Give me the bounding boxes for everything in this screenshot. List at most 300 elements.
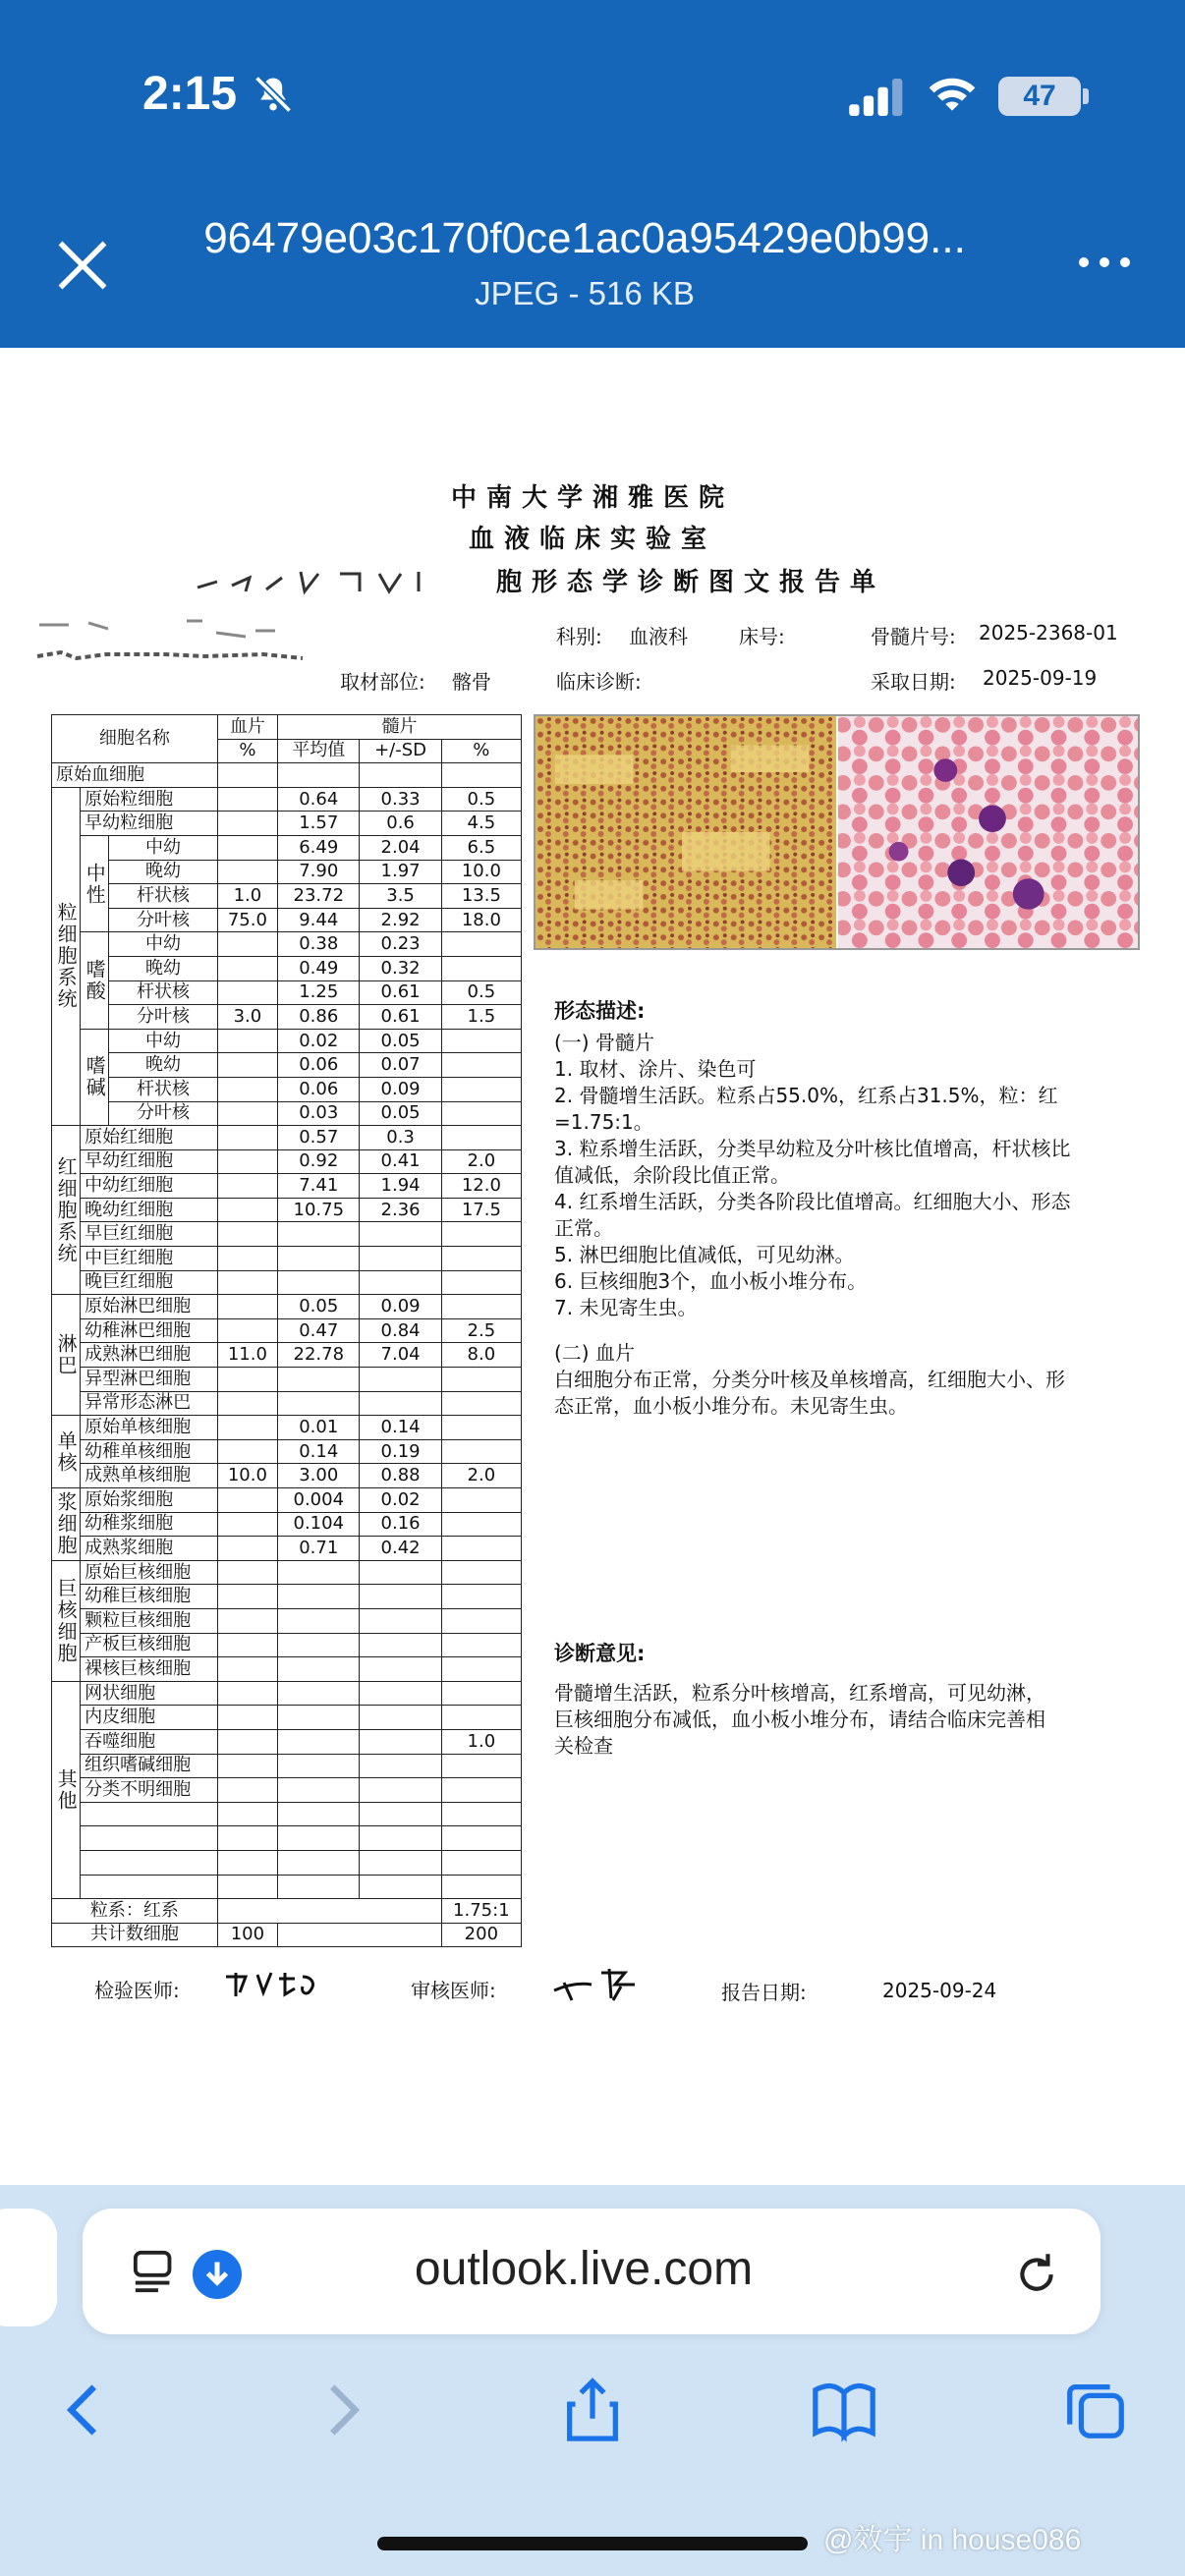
cell-name: 中幼 <box>109 835 217 860</box>
cell-blood: 75.0 <box>217 908 277 932</box>
cell-sd: 0.61 <box>360 980 441 1005</box>
cell-pct: 1.5 <box>441 1005 521 1030</box>
cell-mean <box>278 1754 360 1778</box>
cell-mean: 7.90 <box>278 860 360 884</box>
cell-sd <box>360 1270 441 1295</box>
cell-blood <box>217 1802 277 1826</box>
table-row <box>52 1343 522 1368</box>
cell-pct <box>441 1657 521 1682</box>
cell-name: 内皮细胞 <box>81 1706 218 1730</box>
cell-count-table <box>51 714 522 1947</box>
cell-sd <box>360 1729 441 1754</box>
table-row <box>52 787 522 812</box>
text-line: 态正常，血小板小堆分布。未见寄生虫。 <box>554 1394 908 1418</box>
table-row <box>52 1633 522 1657</box>
cell-mean <box>278 1222 360 1247</box>
cell-name: 分叶核 <box>109 908 217 932</box>
cell-name: 早巨红细胞 <box>81 1222 218 1247</box>
cell-sd <box>360 1826 441 1851</box>
cell-mean: 1.57 <box>278 812 360 836</box>
cell-mean <box>278 1560 360 1585</box>
group-label: 浆细胞 <box>52 1488 81 1561</box>
file-name: 96479e03c170f0ce1ac0a95429e0b99... <box>203 214 966 262</box>
table-row <box>52 908 522 932</box>
subgroup-label: 嗜酸 <box>81 932 109 1029</box>
blood-subtitle: (二) 血片 <box>554 1341 635 1365</box>
table-row <box>52 1247 522 1271</box>
ratio-row <box>52 1899 522 1924</box>
reload-icon[interactable] <box>1012 2248 1061 2297</box>
cell-blood <box>217 1754 277 1778</box>
cell-mean: 0.57 <box>278 1126 360 1150</box>
table-row <box>52 1706 522 1730</box>
cell-sd: 0.23 <box>360 932 441 957</box>
cell-name: 组织嗜碱细胞 <box>81 1754 218 1778</box>
cell-sd <box>360 1778 441 1803</box>
report-date-value: 2025-09-24 <box>882 1979 997 2002</box>
ratio-blank <box>217 1899 441 1924</box>
cell-mean: 22.78 <box>278 1343 360 1368</box>
cell-mean: 0.01 <box>278 1416 360 1440</box>
cell-name: 晚巨红细胞 <box>81 1270 218 1295</box>
col-marrow-pct: % <box>441 739 521 763</box>
col-cell-name: 细胞名称 <box>52 715 218 763</box>
cell-name: 中幼红细胞 <box>81 1174 218 1199</box>
cell-blood <box>217 1368 277 1392</box>
cell-pct: 8.0 <box>441 1343 521 1368</box>
text-line: 7. 未见寄生虫。 <box>554 1296 698 1319</box>
exam-doctor-label: 检验医师: <box>94 1979 180 2002</box>
cell-mean: 7.41 <box>278 1174 360 1199</box>
home-indicator[interactable] <box>377 2537 808 2550</box>
table-row <box>52 1512 522 1537</box>
cell-pct: 18.0 <box>441 908 521 932</box>
cell-blood <box>217 1247 277 1271</box>
cell-blood <box>217 1560 277 1585</box>
cell-pct <box>441 1706 521 1730</box>
cell-pct <box>441 1029 521 1053</box>
cell-sd: 0.88 <box>360 1464 441 1488</box>
table-row <box>52 1101 522 1126</box>
cell-blood <box>217 1198 277 1222</box>
cell-mean: 0.92 <box>278 1149 360 1174</box>
cell-blood <box>217 956 277 980</box>
file-meta: JPEG - 516 KB <box>475 275 695 311</box>
table-row <box>52 1077 522 1101</box>
cell-name: 原始粒细胞 <box>81 787 218 812</box>
cell-pct <box>441 1101 521 1126</box>
table-row <box>52 1729 522 1754</box>
cell-sd: 0.05 <box>360 1029 441 1053</box>
text-line: 1. 取材、涂片、染色可 <box>554 1057 757 1081</box>
cell-sd: 0.09 <box>360 1295 441 1319</box>
cell-mean: 10.75 <box>278 1198 360 1222</box>
table-row <box>52 1464 522 1488</box>
cell-name: 晚幼 <box>109 860 217 884</box>
cell-name: 幼稚巨核细胞 <box>81 1585 218 1609</box>
cell-pct <box>441 932 521 957</box>
cell-pct <box>441 1585 521 1609</box>
cell-name: 晚幼 <box>109 956 217 980</box>
cell-mean <box>278 1778 360 1803</box>
cell-sd <box>360 1850 441 1875</box>
cell-name: 原始单核细胞 <box>81 1416 218 1440</box>
cell-blood <box>217 1657 277 1682</box>
cell-pct <box>441 1247 521 1271</box>
cell-mean: 0.004 <box>278 1488 360 1513</box>
cell-blood <box>217 1585 277 1609</box>
cell-sd: 1.97 <box>360 860 441 884</box>
cell-mean: 0.86 <box>278 1005 360 1030</box>
cell-sd: 0.6 <box>360 812 441 836</box>
table-row <box>52 1222 522 1247</box>
subgroup-label: 中性 <box>81 835 109 931</box>
cell-pct: 2.0 <box>441 1464 521 1488</box>
cell-sd <box>360 1657 441 1682</box>
cell-blood <box>217 1512 277 1537</box>
table-row <box>52 1149 522 1174</box>
cell-pct <box>441 1826 521 1851</box>
cell-sd <box>360 1585 441 1609</box>
cell-pct <box>441 1850 521 1875</box>
cell-mean <box>278 1247 360 1271</box>
cell-blood <box>217 1174 277 1199</box>
report-date-label: 报告日期: <box>721 1981 807 2004</box>
cell-blood <box>217 1729 277 1754</box>
cell-name: 网状细胞 <box>81 1681 218 1706</box>
cellular-signal-icon <box>847 79 906 116</box>
cell-mean: 0.47 <box>278 1318 360 1343</box>
table-row <box>52 1537 522 1561</box>
back-icon[interactable] <box>51 2376 120 2444</box>
dept-value: 血液科 <box>629 625 688 648</box>
cell-sd <box>360 1681 441 1706</box>
lab-name: 血液临床实验室 <box>468 525 716 554</box>
cell-pct <box>441 1368 521 1392</box>
cell-name: 中巨红细胞 <box>81 1247 218 1271</box>
tabs-icon[interactable] <box>1061 2376 1130 2444</box>
cell-blood <box>217 1053 277 1078</box>
cell-mean <box>278 1608 360 1633</box>
cell-blood <box>217 787 277 812</box>
cell-sd: 0.05 <box>360 1101 441 1126</box>
cell-pct <box>441 1778 521 1803</box>
cell-pct <box>441 1875 521 1899</box>
cell-mean: 0.71 <box>278 1537 360 1561</box>
cell-name: 成熟单核细胞 <box>81 1464 218 1488</box>
cell-name: 分叶核 <box>109 1101 217 1126</box>
cell-pct: 6.5 <box>441 835 521 860</box>
cell-mean <box>278 1681 360 1706</box>
cell-sd <box>360 1222 441 1247</box>
cell-mean: 0.104 <box>278 1512 360 1537</box>
cell-pct: 17.5 <box>441 1198 521 1222</box>
more-options-icon[interactable] <box>1075 248 1134 277</box>
cell-blood <box>217 1270 277 1295</box>
cell-pct <box>441 1222 521 1247</box>
cell-name: 幼稚浆细胞 <box>81 1512 218 1537</box>
table-header-row <box>52 715 522 740</box>
table-row <box>52 860 522 884</box>
film-no-label: 骨髓片号: <box>871 625 956 648</box>
viewer-header <box>0 0 1185 348</box>
cell-blood <box>217 1706 277 1730</box>
cell-mean: 0.06 <box>278 1077 360 1101</box>
cell-blood <box>217 1295 277 1319</box>
cell-blood <box>217 1149 277 1174</box>
cell-name: 原始淋巴细胞 <box>81 1295 218 1319</box>
text-line: 6. 巨核细胞3个，血小板小堆分布。 <box>554 1269 868 1293</box>
cell-mean <box>278 1391 360 1416</box>
cell-sd: 0.42 <box>360 1537 441 1561</box>
table-row <box>52 1391 522 1416</box>
col-blood: 血片 <box>217 715 277 740</box>
cell-pct <box>441 1802 521 1826</box>
cell-sd: 0.19 <box>360 1439 441 1464</box>
cell-mean: 0.38 <box>278 932 360 957</box>
cell-name: 晚幼红细胞 <box>81 1198 218 1222</box>
col-marrow: 髓片 <box>278 715 522 740</box>
cell-pct: 4.5 <box>441 812 521 836</box>
report-title: 胞形态学诊断图文报告单 <box>495 568 885 597</box>
table-row <box>52 1850 522 1875</box>
total-row <box>52 1923 522 1947</box>
close-icon[interactable] <box>53 236 112 295</box>
cell-mean <box>278 1706 360 1730</box>
cell-blood <box>217 1391 277 1416</box>
cell-name <box>81 1802 218 1826</box>
table-row <box>52 835 522 860</box>
cell-blood <box>217 1850 277 1875</box>
cell-blood: 1.0 <box>217 884 277 909</box>
cell-sd: 0.61 <box>360 1005 441 1030</box>
cell-mean <box>278 1850 360 1875</box>
cell-mean <box>278 1270 360 1295</box>
previous-tab-preview[interactable] <box>0 2209 57 2326</box>
total-blank <box>278 1923 442 1947</box>
cell-sd: 3.5 <box>360 884 441 909</box>
cell-pct <box>441 1537 521 1561</box>
cell-blood <box>217 1608 277 1633</box>
cell-mean <box>278 1657 360 1682</box>
text-line: 正常。 <box>554 1216 613 1240</box>
total-label: 共计数细胞 <box>52 1923 218 1947</box>
group-label: 红细胞系统 <box>52 1126 81 1295</box>
cell-mean: 9.44 <box>278 908 360 932</box>
cell-name: 杆状核 <box>109 884 217 909</box>
morphology-title: 形态描述: <box>554 999 646 1023</box>
cell-name: 产板巨核细胞 <box>81 1633 218 1657</box>
cell-sd: 7.04 <box>360 1343 441 1368</box>
bed-label: 床号: <box>739 625 785 648</box>
cell-sd: 2.92 <box>360 908 441 932</box>
cell-sd <box>360 1368 441 1392</box>
collect-date-label: 采取日期: <box>871 670 956 694</box>
cell-name: 颗粒巨核细胞 <box>81 1608 218 1633</box>
table-row <box>52 1439 522 1464</box>
cell-sd: 0.16 <box>360 1512 441 1537</box>
report-document <box>0 348 1185 2185</box>
cell-mean: 0.06 <box>278 1053 360 1078</box>
cell-blood <box>217 812 277 836</box>
share-icon[interactable] <box>558 2376 627 2444</box>
cell-blood <box>217 835 277 860</box>
group-label: 巨核细胞 <box>52 1560 81 1681</box>
table-row <box>52 932 522 957</box>
wifi-icon <box>928 73 977 116</box>
cell-blood <box>217 1488 277 1513</box>
text-line: 2. 骨髓增生活跃。粒系占55.0%，红系占31.5%，粒：红 <box>554 1084 1058 1107</box>
table-row <box>52 1608 522 1633</box>
cell-sd <box>360 1754 441 1778</box>
hospital-name: 中南大学湘雅医院 <box>450 483 734 513</box>
cell-sd: 0.02 <box>360 1488 441 1513</box>
cell-blood <box>217 1537 277 1561</box>
exam-doctor-signature <box>222 1967 324 2000</box>
cell-blood <box>217 763 277 788</box>
cell-blood <box>217 860 277 884</box>
cell-sd: 0.14 <box>360 1416 441 1440</box>
cell-mean: 0.14 <box>278 1439 360 1464</box>
cell-name <box>81 1826 218 1851</box>
cell-blood: 3.0 <box>217 1005 277 1030</box>
table-row <box>52 1585 522 1609</box>
cell-name: 早幼粒细胞 <box>81 812 218 836</box>
cell-sd: 0.3 <box>360 1126 441 1150</box>
table-row <box>52 1005 522 1030</box>
cell-pct: 0.5 <box>441 980 521 1005</box>
table-row <box>52 1778 522 1803</box>
battery-cap <box>1083 88 1089 104</box>
cell-sd: 2.36 <box>360 1198 441 1222</box>
dept-label: 科别: <box>556 625 602 648</box>
cell-blood <box>217 1077 277 1101</box>
cell-blood <box>217 1439 277 1464</box>
cell-sd <box>360 1633 441 1657</box>
cell-name: 杆状核 <box>109 1077 217 1101</box>
site-label: 取材部位: <box>340 670 425 694</box>
site-value: 髂骨 <box>452 670 491 694</box>
text-line: 骨髓增生活跃，粒系分叶核增高，红系增高，可见幼淋， <box>554 1681 1045 1705</box>
diagnosis-label: 临床诊断: <box>556 670 642 694</box>
cell-sd: 0.41 <box>360 1149 441 1174</box>
cell-pct <box>441 1391 521 1416</box>
group-label: 淋巴 <box>52 1295 81 1416</box>
cell-name: 原始血细胞 <box>52 763 218 788</box>
cell-mean <box>278 763 360 788</box>
cell-mean: 0.02 <box>278 1029 360 1053</box>
cell-sd: 2.04 <box>360 835 441 860</box>
blood-description <box>554 1367 1104 1420</box>
cell-pct <box>441 1633 521 1657</box>
table-row <box>52 1416 522 1440</box>
cell-name: 成熟淋巴细胞 <box>81 1343 218 1368</box>
cell-mean: 6.49 <box>278 835 360 860</box>
cell-mean <box>278 1633 360 1657</box>
download-icon[interactable] <box>193 2250 242 2299</box>
total-blood: 100 <box>217 1923 277 1947</box>
cell-sd: 0.33 <box>360 787 441 812</box>
cell-mean: 3.00 <box>278 1464 360 1488</box>
cell-blood <box>217 1416 277 1440</box>
cell-mean: 0.49 <box>278 956 360 980</box>
cell-blood <box>217 1826 277 1851</box>
cell-pct <box>441 1560 521 1585</box>
cell-name: 杆状核 <box>109 980 217 1005</box>
ratio-value: 1.75:1 <box>441 1899 521 1924</box>
table-row <box>52 1174 522 1199</box>
table-row <box>52 1295 522 1319</box>
cell-mean <box>278 1729 360 1754</box>
url-text[interactable]: outlook.live.com <box>414 2243 754 2295</box>
cell-blood: 10.0 <box>217 1464 277 1488</box>
cell-sd <box>360 1608 441 1633</box>
cell-blood <box>217 1101 277 1126</box>
table-row <box>52 1053 522 1078</box>
address-bar[interactable] <box>83 2209 1100 2334</box>
cell-pct: 10.0 <box>441 860 521 884</box>
redacted-scribble <box>193 564 448 597</box>
cell-pct <box>441 1126 521 1150</box>
cell-mean: 1.25 <box>278 980 360 1005</box>
cell-blood <box>217 1681 277 1706</box>
cell-sd <box>360 1802 441 1826</box>
cell-blood <box>217 1318 277 1343</box>
group-label: 其他 <box>52 1681 81 1898</box>
table-row <box>52 884 522 909</box>
text-line: 3. 粒系增生活跃，分类早幼粒及分叶核比值增高，杆状核比 <box>554 1137 1071 1160</box>
text-line: 白细胞分布正常，分类分叶核及单核增高，红细胞大小、形 <box>554 1368 1065 1391</box>
cell-name: 幼稚单核细胞 <box>81 1439 218 1464</box>
bell-muted-icon <box>252 73 295 116</box>
cell-sd: 0.32 <box>360 956 441 980</box>
battery-indicator: 47 <box>998 77 1081 116</box>
forward-icon[interactable] <box>307 2376 375 2444</box>
table-row <box>52 763 522 788</box>
cell-blood <box>217 1875 277 1899</box>
page-menu-icon[interactable] <box>132 2248 181 2295</box>
cell-name: 吞噬细胞 <box>81 1729 218 1754</box>
redacted-patient-info <box>29 613 364 672</box>
status-time: 2:15 <box>142 68 238 120</box>
cell-sd: 1.94 <box>360 1174 441 1199</box>
cell-name: 晚幼 <box>109 1053 217 1078</box>
table-row <box>52 956 522 980</box>
watermark: @效宇 in house086 <box>823 2524 1082 2556</box>
bookmarks-icon[interactable] <box>810 2376 878 2444</box>
text-line: 4. 红系增生活跃，分类各阶段比值增高。红细胞大小、形态 <box>554 1190 1071 1213</box>
cell-name: 原始浆细胞 <box>81 1488 218 1513</box>
cell-pct: 2.5 <box>441 1318 521 1343</box>
cell-blood <box>217 932 277 957</box>
micrograph-images <box>534 714 1140 950</box>
cell-name: 早幼红细胞 <box>81 1149 218 1174</box>
cell-blood <box>217 1222 277 1247</box>
cell-mean <box>278 1368 360 1392</box>
cell-sd <box>360 1560 441 1585</box>
cell-pct <box>441 763 521 788</box>
cell-name: 分叶核 <box>109 1005 217 1030</box>
cell-sd <box>360 763 441 788</box>
cell-name: 分类不明细胞 <box>81 1778 218 1803</box>
cell-mean: 23.72 <box>278 884 360 909</box>
table-row <box>52 1488 522 1513</box>
cell-mean <box>278 1826 360 1851</box>
cell-name: 异型淋巴细胞 <box>81 1368 218 1392</box>
cell-blood <box>217 980 277 1005</box>
cell-name: 原始巨核细胞 <box>81 1560 218 1585</box>
review-doctor-label: 审核医师: <box>411 1979 496 2002</box>
